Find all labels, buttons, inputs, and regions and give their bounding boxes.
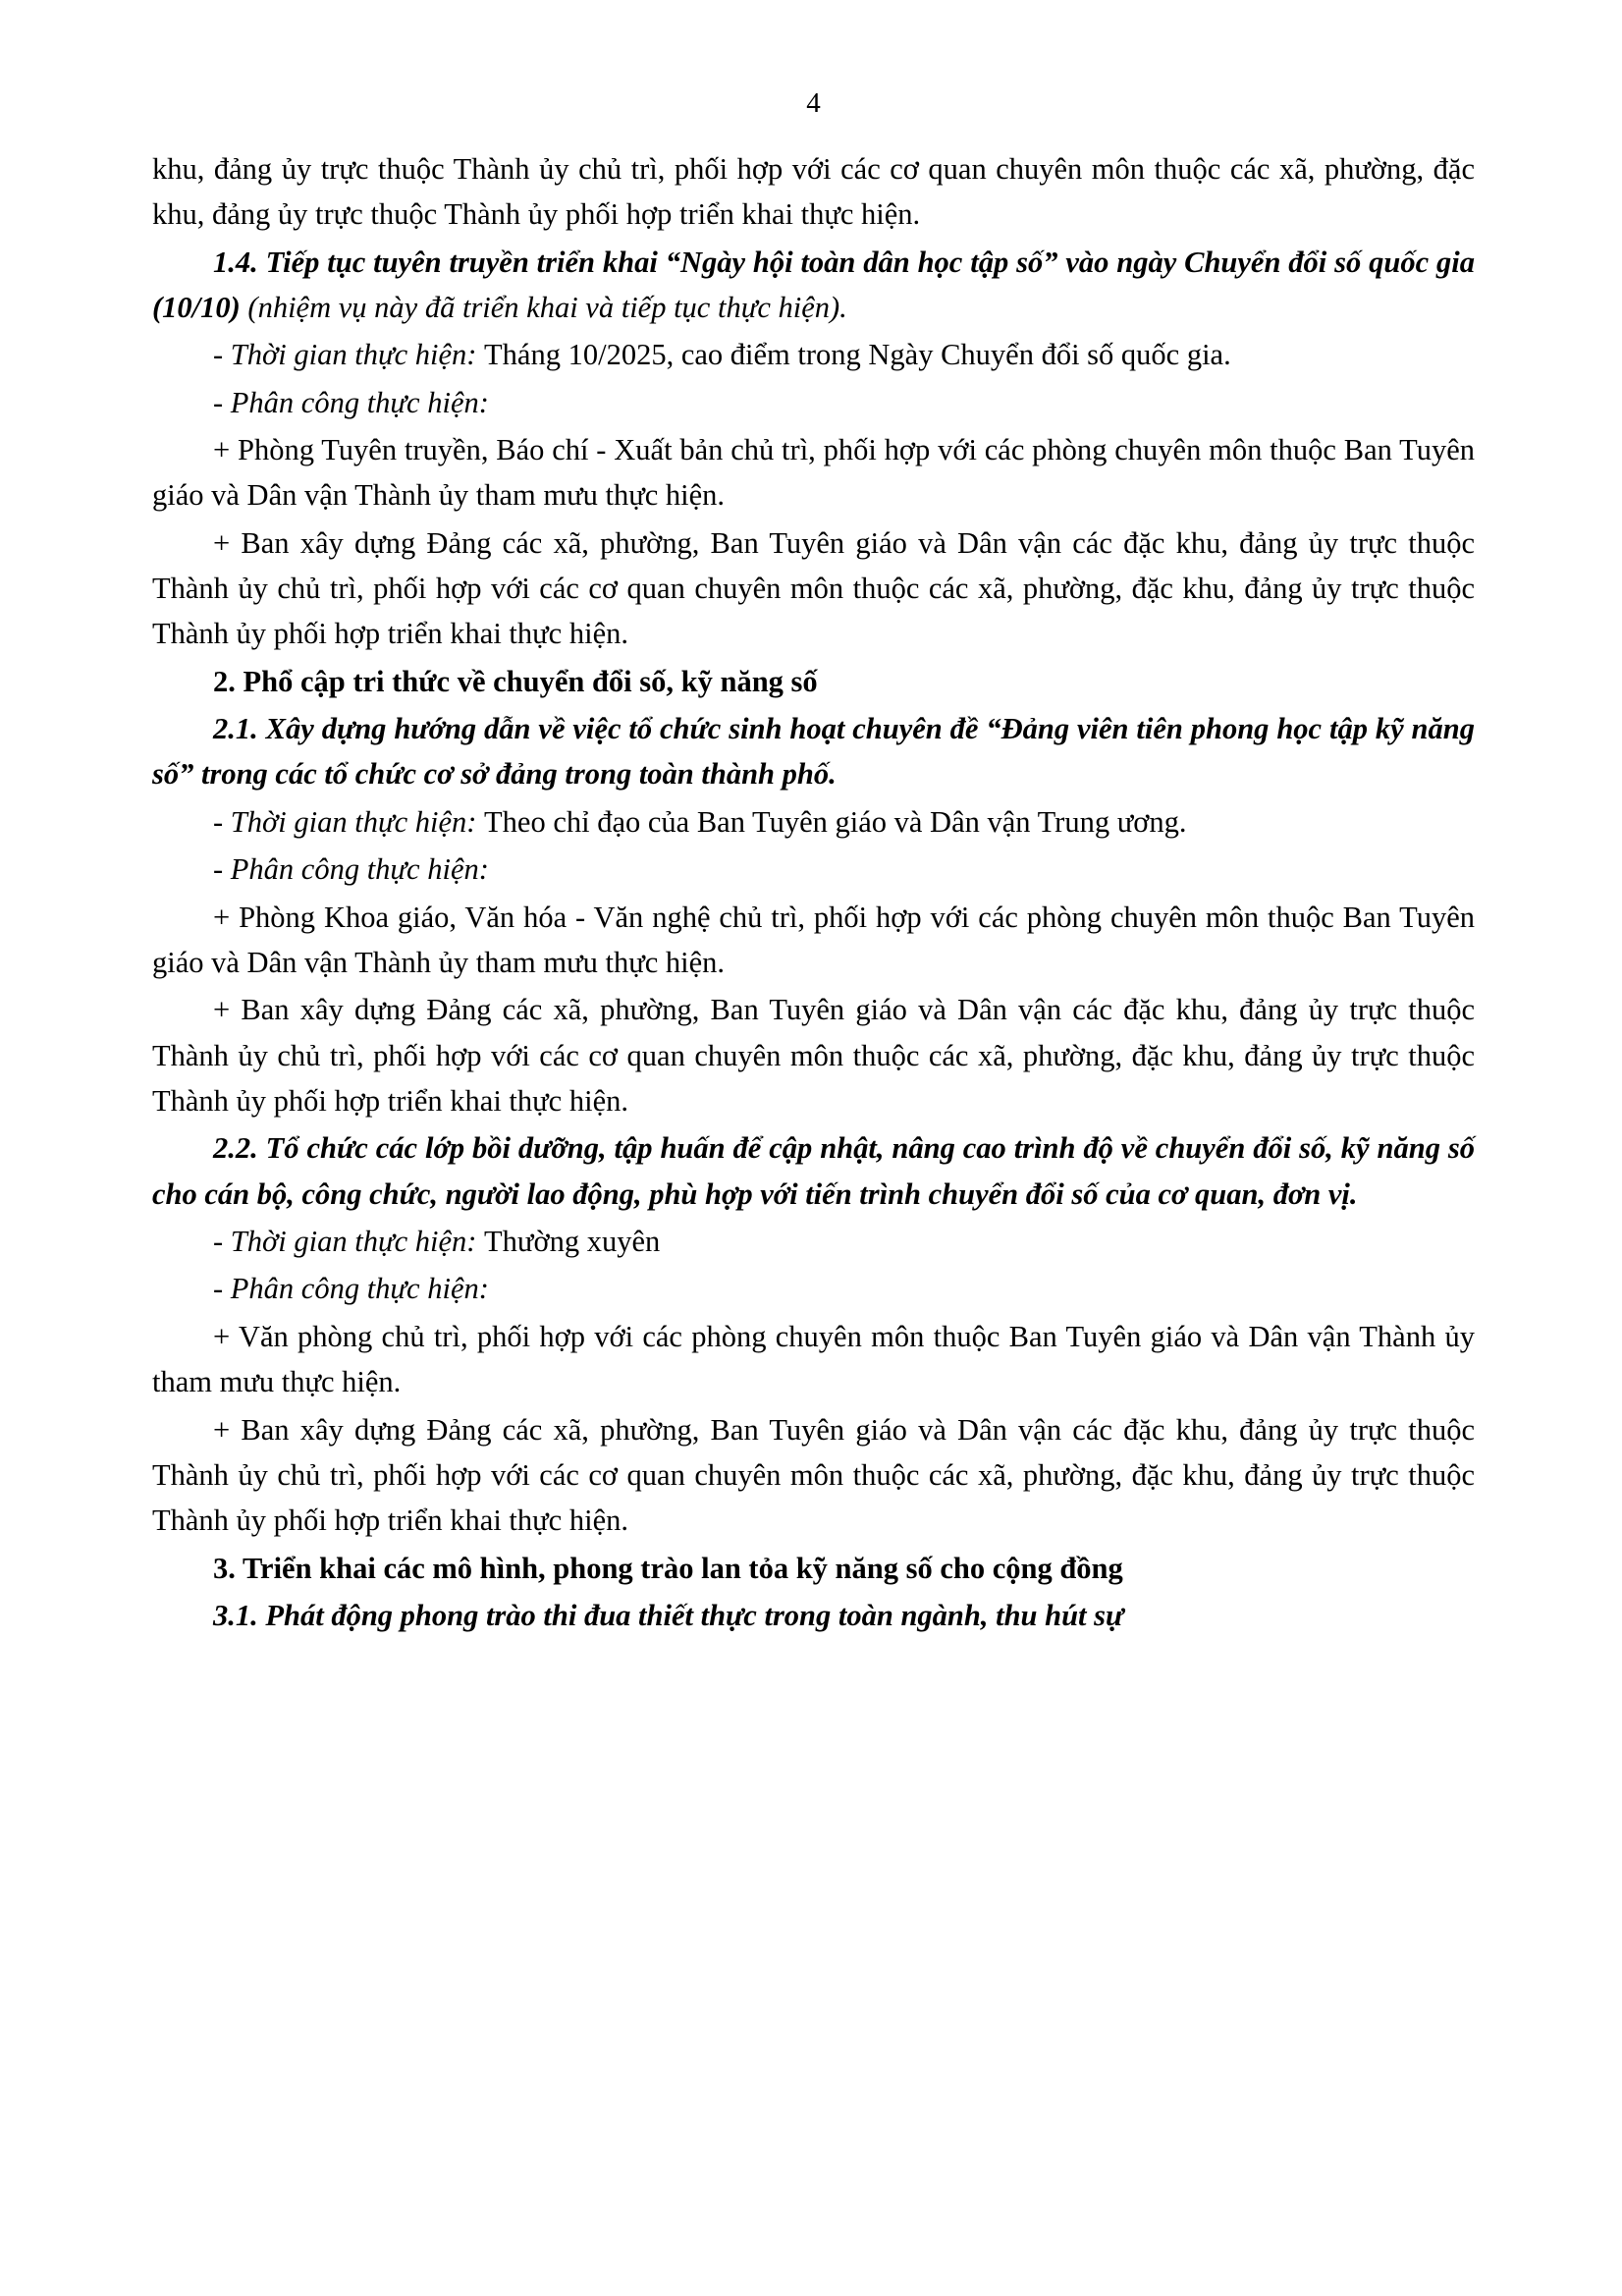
paragraph [152, 706, 1475, 797]
paragraph [152, 659, 1475, 704]
paragraph [152, 987, 1475, 1123]
paragraph [152, 799, 1475, 845]
text-run: 1.4. Tiếp tục tuyên truyền triển khai “Ngày hội toàn dân học tập số” vào ngày Chuyển đổi số quốc gia (10/10) [152, 245, 1475, 324]
text-run: 3.1. Phát động phong trào thi đua thiết thực trong toàn ngành, thu hút sự [213, 1598, 1124, 1632]
paragraph [152, 1266, 1475, 1311]
paragraph [152, 1219, 1475, 1264]
text-run: Theo chỉ đạo của Ban Tuyên giáo và Dân vận Trung ương. [484, 804, 1187, 839]
paragraph [152, 847, 1475, 892]
text-run: + Ban xây dựng Đảng các xã, phường, Ban Tuyên giáo và Dân vận các đặc khu, đảng ủy trực thuộc Thành ủy chủ trì, phối hợp với các cơ quan chuyên môn thuộc các xã, phường, đặc khu, đảng ủy trực thuộc Thành ủy phối hợp triển khai thực hiện. [152, 993, 1475, 1118]
paragraph [152, 1546, 1475, 1591]
text-run: - Thời gian thực hiện: [213, 338, 485, 372]
paragraph [152, 427, 1475, 519]
text-run: + Phòng Khoa giáo, Văn hóa - Văn nghệ chủ trì, phối hợp với các phòng chuyên môn thuộc Ban Tuyên giáo và Dân vận Thành ủy tham mưu thực hiện. [152, 900, 1475, 979]
page-number: 4 [806, 87, 821, 119]
text-run: 2. Phổ cập tri thức về chuyển đổi số, kỹ năng số [213, 664, 818, 698]
text-run: 3. Triển khai các mô hình, phong trào lan tỏa kỹ năng số cho cộng đồng [213, 1551, 1123, 1585]
paragraph [152, 1407, 1475, 1544]
text-run: Tháng 10/2025, cao điểm trong Ngày Chuyển đổi số quốc gia. [484, 338, 1231, 372]
paragraph [152, 1125, 1475, 1217]
paragraph [152, 146, 1475, 238]
paragraph [152, 240, 1475, 331]
text-run: - Thời gian thực hiện: [213, 804, 485, 839]
text-run: + Ban xây dựng Đảng các xã, phường, Ban Tuyên giáo và Dân vận các đặc khu, đảng ủy trực thuộc Thành ủy chủ trì, phối hợp với các cơ quan chuyên môn thuộc các xã, phường, đặc khu, đảng ủy trực thuộc Thành ủy phối hợp triển khai thực hiện. [152, 1412, 1475, 1538]
text-run: - Phân công thực hiện: [213, 1272, 489, 1306]
text-run: (nhiệm vụ này đã triển khai và tiếp tục thực hiện). [247, 290, 847, 324]
paragraph [152, 1314, 1475, 1405]
text-run: 2.1. Xây dựng hướng dẫn về việc tổ chức sinh hoạt chuyên đề “Đảng viên tiên phong học tập kỹ năng số” trong các tổ chức cơ sở đảng trong toàn thành phố. [152, 712, 1475, 792]
text-run: 2.2. Tổ chức các lớp bồi dưỡng, tập huấn để cập nhật, nâng cao trình độ về chuyển đổi số, kỹ năng số cho cán bộ, công chức, người lao động, phù hợp với tiến trình chuyển đổi số của cơ quan, đơn vị. [152, 1131, 1475, 1211]
paragraph [152, 895, 1475, 986]
text-run: - Phân công thực hiện: [213, 385, 489, 419]
document-body [152, 146, 1475, 1639]
text-run: + Phòng Tuyên truyền, Báo chí - Xuất bản chủ trì, phối hợp với các phòng chuyên môn thuộc Ban Tuyên giáo và Dân vận Thành ủy tham mưu thực hiện. [152, 432, 1475, 513]
paragraph [152, 1593, 1475, 1638]
paragraph [152, 520, 1475, 657]
text-run: + Ban xây dựng Đảng các xã, phường, Ban Tuyên giáo và Dân vận các đặc khu, đảng ủy trực thuộc Thành ủy chủ trì, phối hợp với các cơ quan chuyên môn thuộc các xã, phường, đặc khu, đảng ủy trực thuộc Thành ủy phối hợp triển khai thực hiện. [152, 525, 1475, 651]
text-run: - Phân công thực hiện: [213, 852, 489, 887]
text-run: - Thời gian thực hiện: [213, 1225, 485, 1259]
paragraph [152, 380, 1475, 425]
text-run: khu, đảng ủy trực thuộc Thành ủy chủ trì, phối hợp với các cơ quan chuyên môn thuộc các xã, phường, đặc khu, đảng ủy trực thuộc Thành ủy phối hợp triển khai thực hiện. [152, 151, 1475, 232]
text-run: Thường xuyên [484, 1225, 661, 1259]
paragraph [152, 332, 1475, 377]
text-run: + Văn phòng chủ trì, phối hợp với các phòng chuyên môn thuộc Ban Tuyên giáo và Dân vận Thành ủy tham mưu thực hiện. [152, 1319, 1475, 1399]
